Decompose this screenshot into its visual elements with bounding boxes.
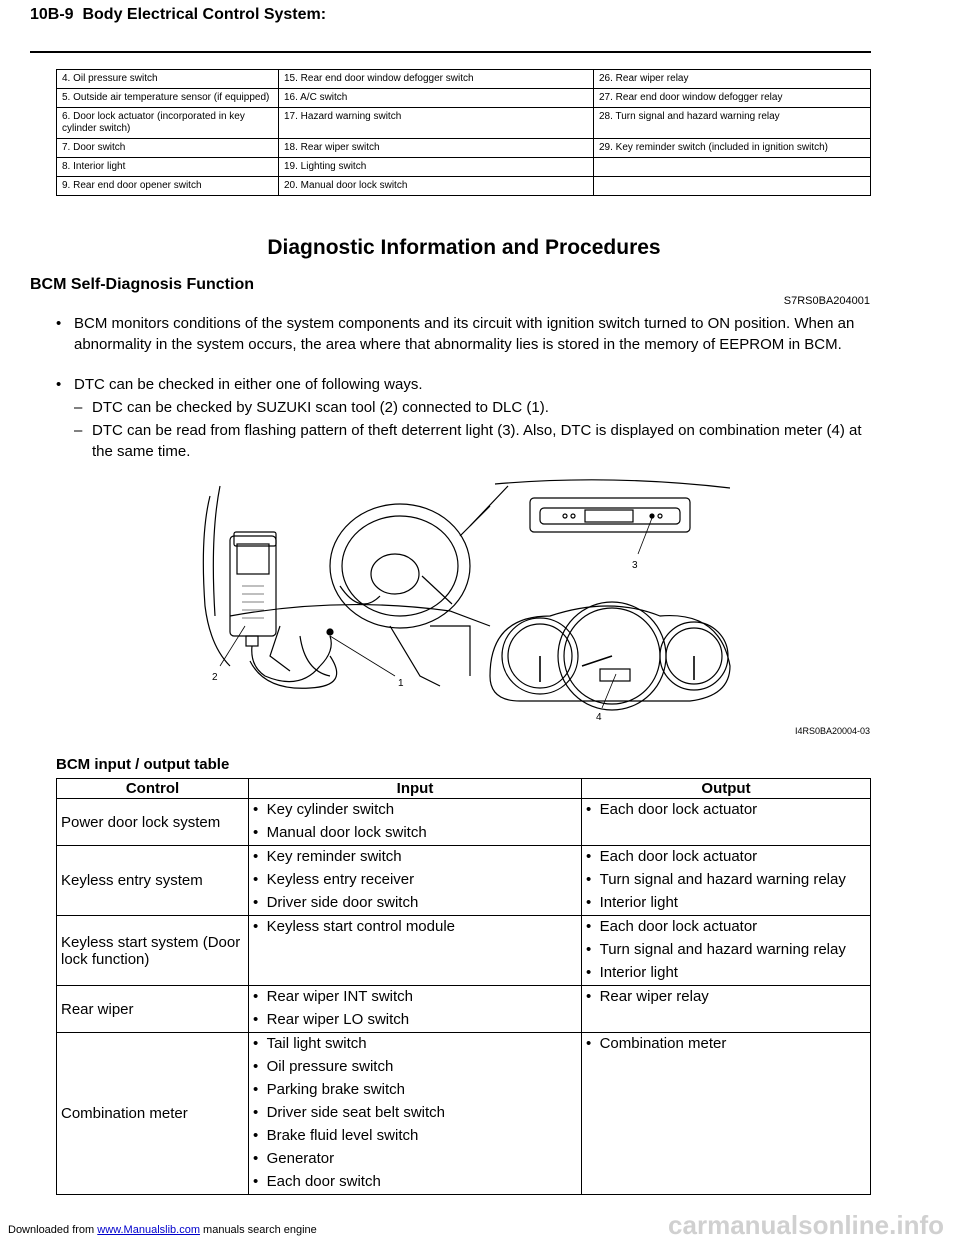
subheading: BCM Self-Diagnosis Function <box>30 276 254 293</box>
legend-table <box>56 69 871 196</box>
footer-link[interactable]: www.Manualslib.com <box>97 1224 200 1236</box>
legend-row <box>57 89 871 108</box>
bullet-text: BCM monitors conditions of the system components and its circuit with ignition switch turned to ON position. When an abnormality in the system occurs, the area where that abnormality lies is stored in the memory of EEPROM in BCM. <box>74 315 855 353</box>
list-item <box>253 799 577 822</box>
list-item <box>253 1148 577 1171</box>
bullet-marker: • <box>253 1104 267 1121</box>
output-cell <box>582 1033 871 1195</box>
list-item-text: Generator <box>266 1150 335 1167</box>
legend-cell: 27. Rear end door window defogger relay <box>594 89 871 108</box>
combination-meter-illustration <box>490 602 730 710</box>
page-header <box>30 6 326 24</box>
control-cell: Keyless start system (Door lock function) <box>57 916 249 986</box>
list-item-text: Driver side seat belt switch <box>266 1104 445 1121</box>
list-item <box>586 892 866 915</box>
column-header: Output <box>582 779 871 799</box>
bullet-marker: • <box>253 918 267 935</box>
list-item <box>253 1079 577 1102</box>
output-cell <box>582 916 871 986</box>
legend-cell: 16. A/C switch <box>279 89 594 108</box>
bullet-marker: • <box>586 801 600 818</box>
list-item <box>586 846 866 869</box>
list-item-text: Turn signal and hazard warning relay <box>599 871 846 888</box>
list-item <box>586 939 866 962</box>
legend-cell: 18. Rear wiper switch <box>279 139 594 158</box>
list-item <box>253 1102 577 1125</box>
legend-cell: 9. Rear end door opener switch <box>57 177 279 196</box>
list-item-text: Interior light <box>599 894 678 911</box>
output-cell <box>582 846 871 916</box>
legend-cell: 15. Rear end door window defogger switch <box>279 70 594 89</box>
list-item-text: Parking brake switch <box>266 1081 405 1098</box>
footer <box>8 1224 317 1236</box>
watermark: carmanualsonline.info <box>668 1210 944 1240</box>
list-item-text: Keyless entry receiver <box>266 871 415 888</box>
control-cell: Keyless entry system <box>57 846 249 916</box>
header-rule <box>30 51 871 53</box>
table-row <box>57 916 871 986</box>
callout-label: 1 <box>398 678 404 689</box>
list-item <box>253 1033 577 1056</box>
sub-bullet-text: DTC can be read from flashing pattern of theft deterrent light (3). Also, DTC is displayed on combination meter (4) at the same time. <box>92 422 862 460</box>
list-item <box>253 986 577 1009</box>
legend-cell: 17. Hazard warning switch <box>279 108 594 139</box>
figure-code: I4RS0BA20004-03 <box>794 726 870 736</box>
footer-suffix: manuals search engine <box>199 1224 317 1236</box>
sub-bullet-item <box>74 397 871 418</box>
column-header: Control <box>57 779 249 799</box>
sub-bullet-item <box>74 420 871 462</box>
control-cell: Combination meter <box>57 1033 249 1195</box>
bullet-marker: • <box>56 376 62 393</box>
legend-cell: 26. Rear wiper relay <box>594 70 871 89</box>
list-item-text: Key reminder switch <box>266 848 402 865</box>
legend-cell: 6. Door lock actuator (incorporated in key cylinder switch) <box>57 108 279 139</box>
section-number: 10B-9 <box>30 6 74 23</box>
legend-row <box>57 70 871 89</box>
list-item-text: Manual door lock switch <box>266 824 427 841</box>
list-item <box>253 1056 577 1079</box>
bullet-marker: • <box>586 964 600 981</box>
column-header: Input <box>249 779 582 799</box>
legend-cell: 28. Turn signal and hazard warning relay <box>594 108 871 139</box>
legend-cell: 20. Manual door lock switch <box>279 177 594 196</box>
output-cell <box>582 986 871 1033</box>
list-item-text: Brake fluid level switch <box>266 1127 419 1144</box>
bullet-marker: • <box>253 1127 267 1144</box>
list-item-text: Rear wiper LO switch <box>266 1011 410 1028</box>
list-item <box>253 892 577 915</box>
bullet-marker: • <box>253 824 267 841</box>
legend-cell: 4. Oil pressure switch <box>57 70 279 89</box>
sub-bullet-marker: – <box>74 399 83 416</box>
list-item <box>253 822 577 845</box>
scan-tool-illustration <box>230 532 333 682</box>
input-cell <box>249 1033 582 1195</box>
list-item <box>253 1125 577 1148</box>
bullet-marker: • <box>253 1011 267 1028</box>
table-row <box>57 846 871 916</box>
legend-cell <box>594 177 871 196</box>
legend-cell <box>594 158 871 177</box>
bullet-marker: • <box>586 988 600 1005</box>
callout-label: 3 <box>632 560 638 571</box>
list-item <box>253 1171 577 1194</box>
list-item <box>586 869 866 892</box>
bullet-marker: • <box>586 894 600 911</box>
legend-row <box>57 158 871 177</box>
legend-row <box>57 177 871 196</box>
bullet-marker: • <box>253 1150 267 1167</box>
input-cell <box>249 846 582 916</box>
list-item-text: Oil pressure switch <box>266 1058 394 1075</box>
list-item <box>586 916 866 939</box>
input-cell <box>249 799 582 846</box>
list-item <box>586 986 866 1009</box>
io-table-title: BCM input / output table <box>56 756 230 773</box>
bullet-marker: • <box>586 871 600 888</box>
table-row <box>57 1033 871 1195</box>
bullet-marker: • <box>253 801 267 818</box>
list-item <box>253 1009 577 1032</box>
list-item <box>253 869 577 892</box>
callout-label: 2 <box>212 672 218 683</box>
section-title: Body Electrical Control System: <box>82 6 327 23</box>
list-item-text: Each door lock actuator <box>599 848 758 865</box>
bullet-marker: • <box>586 848 600 865</box>
callout-label: 4 <box>596 712 602 723</box>
legend-cell: 19. Lighting switch <box>279 158 594 177</box>
table-row <box>57 986 871 1033</box>
list-item-text: Each door lock actuator <box>599 801 758 818</box>
list-item <box>253 846 577 869</box>
bullet-marker: • <box>253 894 267 911</box>
input-cell <box>249 986 582 1033</box>
io-table <box>56 778 871 1195</box>
list-item-text: Tail light switch <box>266 1035 367 1052</box>
legend-row <box>57 139 871 158</box>
bullet-marker: • <box>253 1081 267 1098</box>
output-cell <box>582 799 871 846</box>
list-item <box>586 799 866 822</box>
list-item-text: Each door lock actuator <box>599 918 758 935</box>
overhead-panel-illustration <box>495 480 730 554</box>
bullet-marker: • <box>56 315 62 332</box>
footer-prefix: Downloaded from <box>8 1224 98 1236</box>
list-item-text: Driver side door switch <box>266 894 419 911</box>
sub-bullet-marker: – <box>74 422 83 439</box>
input-cell <box>249 916 582 986</box>
diagnosis-illustration <box>190 476 880 738</box>
bullet-marker: • <box>253 1173 267 1190</box>
bullet-marker: • <box>253 988 267 1005</box>
bullet-marker: • <box>253 1058 267 1075</box>
reference-code: S7RS0BA204001 <box>783 295 870 307</box>
sub-bullet-text: DTC can be checked by SUZUKI scan tool (2) connected to DLC (1). <box>92 399 549 416</box>
legend-row <box>57 108 871 139</box>
bullet-marker: • <box>253 871 267 888</box>
list-item-text: Turn signal and hazard warning relay <box>599 941 846 958</box>
list-item <box>253 916 577 939</box>
list-item <box>586 1033 866 1056</box>
bullet-item <box>56 313 871 355</box>
list-item-text: Combination meter <box>599 1035 727 1052</box>
list-item-text: Key cylinder switch <box>266 801 395 818</box>
bullet-marker: • <box>253 1035 267 1052</box>
bullet-marker: • <box>253 848 267 865</box>
bullet-marker: • <box>586 941 600 958</box>
main-heading: Diagnostic Information and Procedures <box>267 236 661 259</box>
steering-wheel-illustration <box>330 486 508 628</box>
control-cell: Power door lock system <box>57 799 249 846</box>
list-item <box>586 962 866 985</box>
list-item-text: Interior light <box>599 964 678 981</box>
list-item-text: Rear wiper INT switch <box>266 988 414 1005</box>
legend-cell: 7. Door switch <box>57 139 279 158</box>
bullet-item <box>56 374 871 395</box>
bullet-text: DTC can be checked in either one of following ways. <box>74 376 423 393</box>
legend-cell: 29. Key reminder switch (included in ignition switch) <box>594 139 871 158</box>
list-item-text: Rear wiper relay <box>599 988 709 1005</box>
control-cell: Rear wiper <box>57 986 249 1033</box>
legend-cell: 8. Interior light <box>57 158 279 177</box>
list-item-text: Keyless start control module <box>266 918 456 935</box>
list-item-text: Each door switch <box>266 1173 381 1190</box>
bullet-marker: • <box>586 918 600 935</box>
table-row <box>57 799 871 846</box>
bullet-marker: • <box>586 1035 600 1052</box>
legend-cell: 5. Outside air temperature sensor (if equipped) <box>57 89 279 108</box>
